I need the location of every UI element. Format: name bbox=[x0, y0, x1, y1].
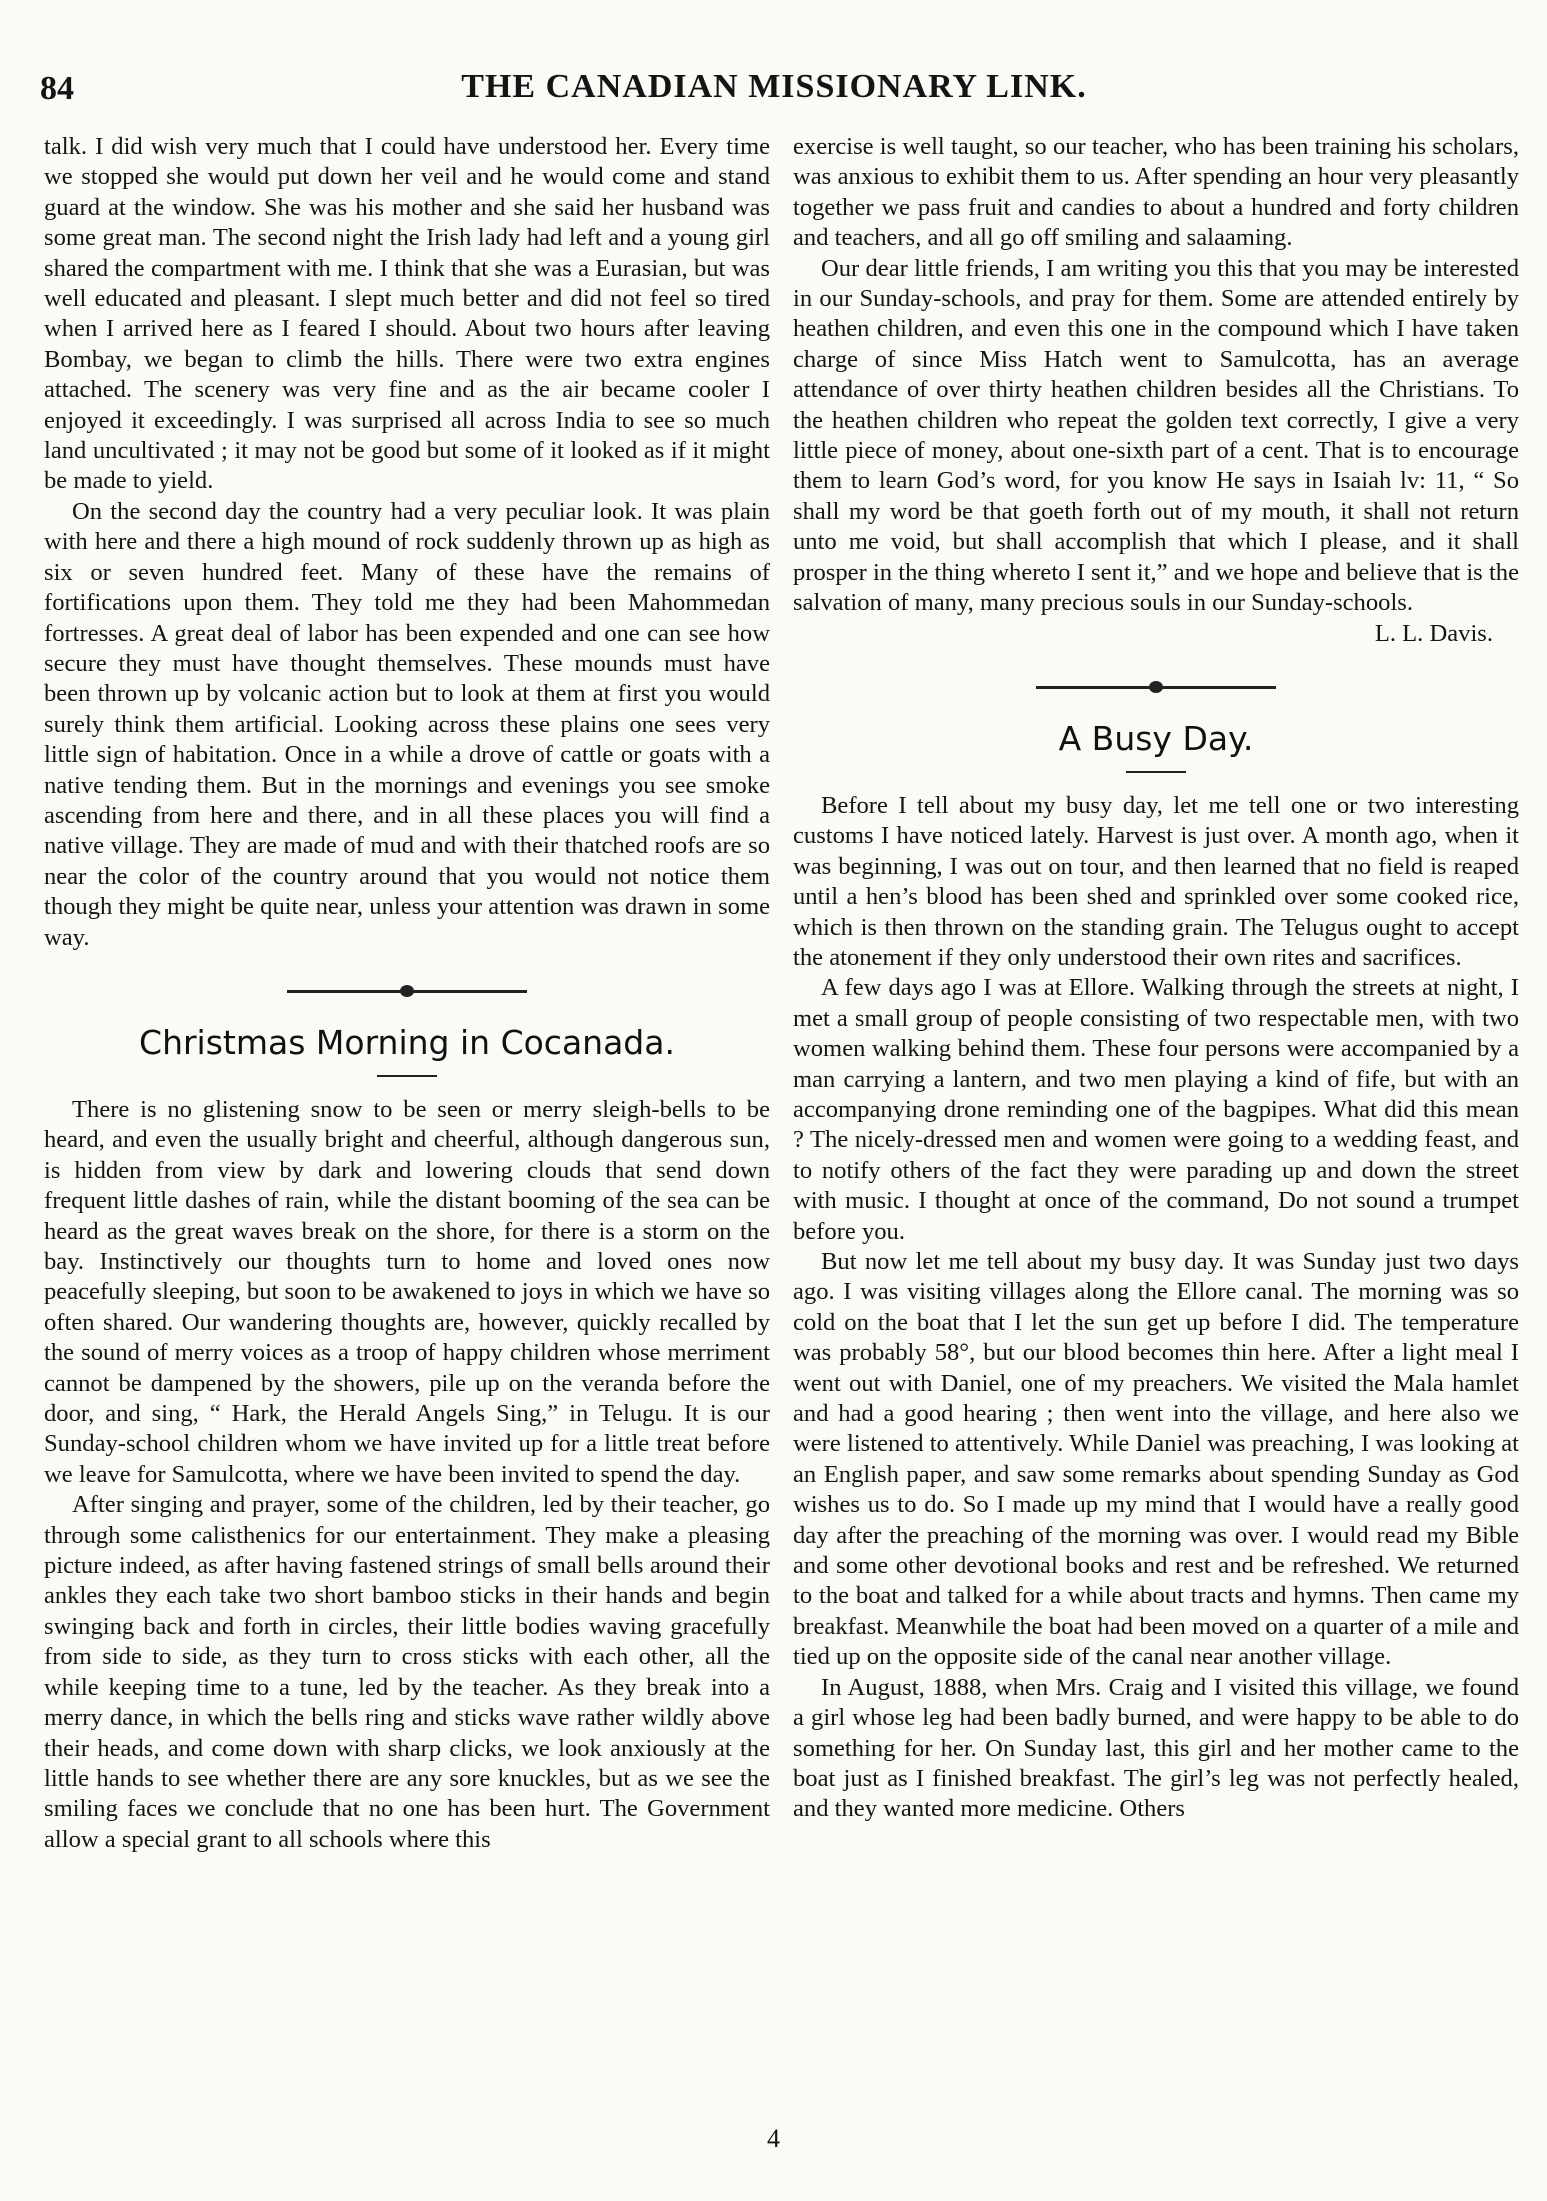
paragraph: After singing and prayer, some of the children, led by their teacher, go through some calisthenics for our entertainment. They make a pleasing picture indeed, as after having fastened strings of small bells around their ankles they each take two short bamboo sticks in their hands and begin swinging back and forth in circles, their little bodies waving gracefully from side to side, as they turn to cross sticks with each other, all the while keeping time to a tune, led by the teacher. As they break into a merry dance, in which the bells ring and sticks wave rather wildly above their heads, and come down with sharp clicks, we look anxiously at the little hands to see whether there are any sore knuckles, but as we see the smiling faces we conclude that no one has been hurt. The Government allow a special grant to all schools where this bbox=[44, 1491, 770, 1853]
paragraph: But now let me tell about my busy day. It was Sunday just two days ago. I was visiting villages along the Ellore canal. The morning was so cold on the boat that I let the sun get up before I did. The temperature was probably 58°, but our blood becomes thin here. After a light meal I went out with Daniel, one of my preachers. We visited the Mala hamlet and had a good hearing ; then went into the village, and here also we were listened to attentively. While Daniel was preaching, I was looking at an English paper, and saw some remarks about spending Sunday as God wishes us to do. So I made up my mind that I would have a really good day after the preaching of the morning was over. I would read my Bible and some other devotional books and rest and be refreshed. We returned to the boat and talked for a while about tracts and hymns. Then came my breakfast. Meanwhile the boat had been moved on a quarter of a mile and tied up on the opposite side of the canal near another village. bbox=[793, 1248, 1519, 1671]
page-header bbox=[34, 62, 1514, 112]
running-title: THE CANADIAN MISSIONARY LINK. bbox=[461, 68, 1087, 105]
separator-ornament-icon bbox=[400, 985, 414, 997]
paragraph: talk. I did wish very much that I could have understood her. Every time we stopped she would put down her veil and he would come and stand guard at the window. She was his mother and she said her husband was some great man. The second night the Irish lady had left and a young girl shared the compartment with me. I think that she was a Eurasian, but was well educated and pleasant. I slept much better and did not feel so tired when I arrived here as I feared I should. About two hours after leaving Bombay, we began to climb the hills. There were two extra engines attached. The scenery was very fine and as the air became cooler I enjoyed it exceedingly. I was surprised all across India to see so much land uncultivated ; it may not be good but some of it looked as if it might be made to yield. bbox=[44, 133, 770, 495]
section-separator bbox=[793, 667, 1519, 707]
footer-mark: 4 bbox=[767, 2124, 780, 2153]
article-title: A Busy Day. bbox=[1058, 718, 1254, 758]
section-separator bbox=[44, 971, 770, 1011]
title-rule bbox=[1126, 771, 1186, 773]
left-column bbox=[44, 132, 770, 1855]
paragraph: exercise is well taught, so our teacher, who has been training his scholars, was anxious to exhibit them to us. After spending an hour very pleasantly together we pass fruit and candies to about a hundred and forty children and teachers, and all go off smiling and salaaming. bbox=[793, 133, 1519, 252]
paragraph: In August, 1888, when Mrs. Craig and I visited this village, we found a girl whose leg had been badly burned, and were happy to be able to do something for her. On Sunday last, this girl and her mother came to the boat just as I finished breakfast. The girl’s leg was not perfectly healed, and they wanted more medicine. Others bbox=[793, 1673, 1519, 1823]
paragraph: Our dear little friends, I am writing you this that you may be interested in our Sunday-schools, and pray for them. Some are attended entirely by heathen children, and even this one in the compound which I have taken charge of since Miss Hatch went to Samulcotta, has an average attendance of over thirty heathen children besides all the Christians. To the heathen children who repeat the golden text correctly, I give a very little piece of money, about one-sixth part of a cent. That is to encourage them to learn God’s word, for you know He says in Isaiah lv: 11, “ So shall my word be that goeth forth out of my mouth, it shall not return unto me void, but shall accomplish that which I please, and it shall prosper in the thing whereto I sent it,” and we hope and believe that is the salvation of many, many precious souls in our Sunday-schools. bbox=[793, 254, 1519, 617]
separator-ornament-icon bbox=[1149, 681, 1163, 693]
title-rule bbox=[377, 1075, 437, 1077]
article-title: Christmas Morning in Cocanada. bbox=[139, 1022, 675, 1062]
page-number: 84 bbox=[40, 70, 74, 107]
right-column bbox=[793, 132, 1519, 1825]
author-signature: L. L. Davis. bbox=[1374, 619, 1493, 647]
paragraph: Before I tell about my busy day, let me tell one or two interesting customs I have noticed lately. Harvest is just over. A month ago, when it was beginning, I was out on tour, and then learned that no field is reaped until a hen’s blood has been shed and sprinkled over some cooked rice, which is then thrown on the standing grain. The Telugus ought to accept the atonement if they only understood their own rites and sacrifices. bbox=[793, 791, 1519, 971]
paragraph: There is no glistening snow to be seen or merry sleigh-bells to be heard, and even the usually bright and cheerful, although dangerous sun, is hidden from view by dark and lowering clouds that send down frequent little dashes of rain, while the distant booming of the sea can be heard as the great waves break on the shore, for there is a storm on the bay. Instinctively our thoughts turn to home and loved ones now peacefully sleeping, but soon to be awakened to joys in which we have so often shared. Our wandering thoughts are, however, quickly recalled by the sound of merry voices as a troop of happy children whose merriment cannot be dampened by the showers, pile up on the veranda before the door, and sing, “ Hark, the Herald Angels Sing,” in Telugu. It is our Sunday-school children whom we have invited up for a little treat before we leave for Samulcotta, where we have been invited to spend the day. bbox=[44, 1095, 770, 1488]
paragraph: On the second day the country had a very peculiar look. It was plain with here and there a high mound of rock suddenly thrown up as high as six or seven hundred feet. Many of these have the remains of fortifications upon them. They told me they had been Mahommedan fortresses. A great deal of labor has been expended and one can see how secure they must have thought themselves. These mounds must have been thrown up by volcanic action but to look at them at first you would surely think them artificial. Looking across these plains one sees very little sign of habitation. Once in a while a drove of cattle or goats with a native tending them. But in the mornings and evenings you see smoke ascending from here and there, and in all these places you will find a native village. They are made of mud and with their thatched roofs are so near the color of the country around that you would not notice them though they might be quite near, unless your attention was drawn in some way. bbox=[44, 497, 770, 951]
paragraph: A few days ago I was at Ellore. Walking through the streets at night, I met a small group of people consisting of two respectable men, with two women walking behind them. These four persons were accompanied by a man carrying a lantern, and two men playing a kind of fife, but with an accompanying drone reminding one of the bagpipes. What did this mean ? The nicely-dressed men and women were going to a wedding feast, and to notify others of the fact they were parading up and down the street with music. I thought at once of the command, Do not sound a trumpet before you. bbox=[793, 974, 1519, 1245]
